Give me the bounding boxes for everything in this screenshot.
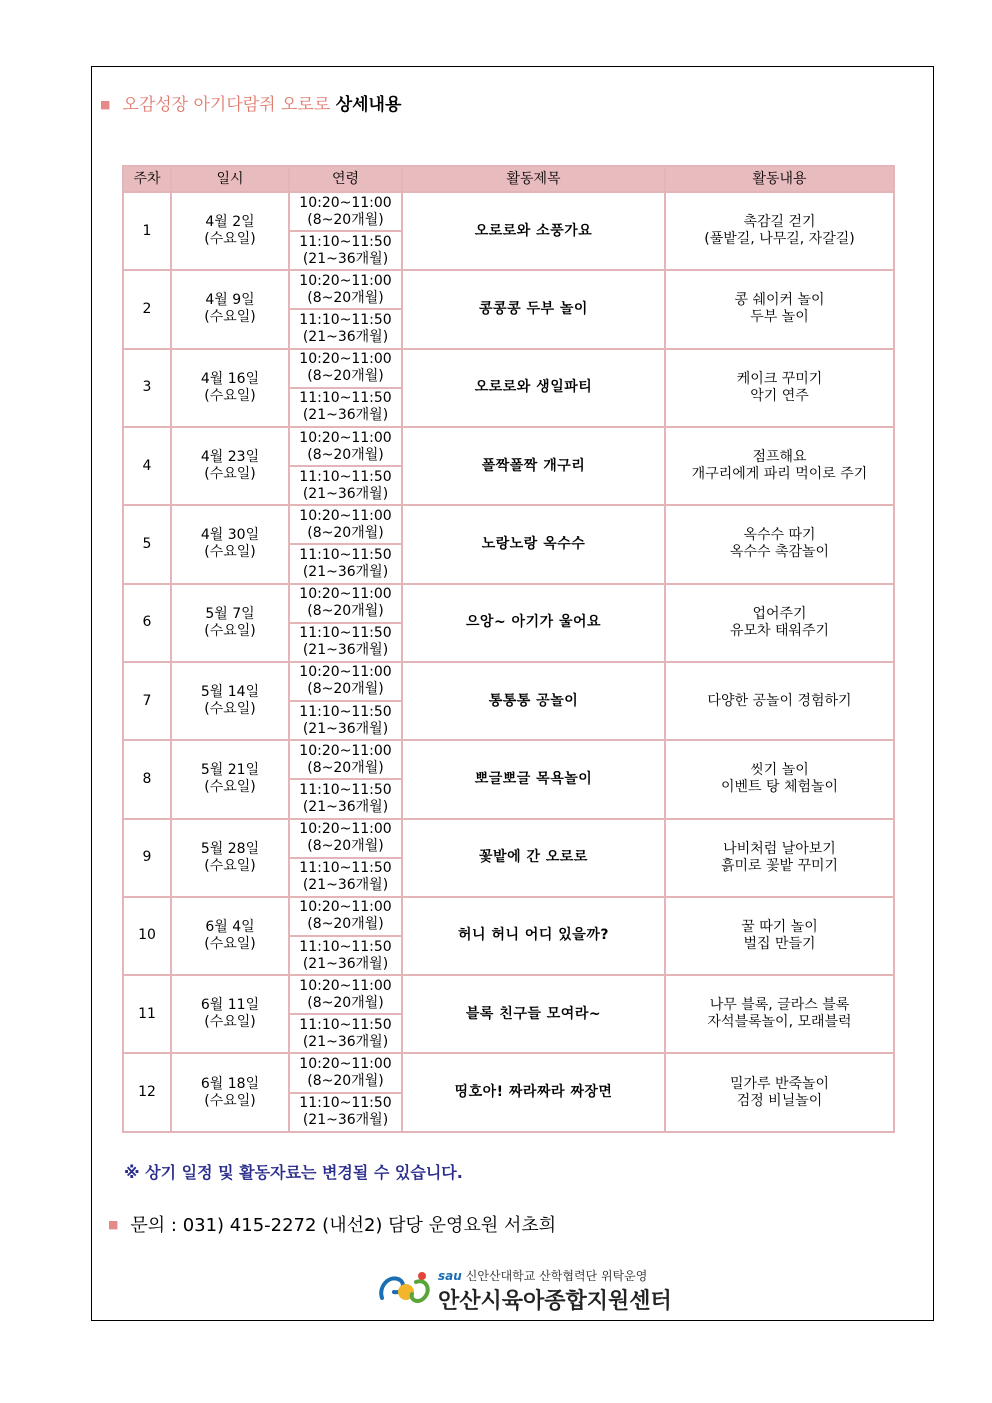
date-text: 4월 2일 bbox=[205, 214, 255, 231]
day-text: (수요일) bbox=[204, 309, 256, 326]
age-slot-cell bbox=[289, 819, 402, 858]
desc-line: 벌집 만들기 bbox=[743, 935, 816, 952]
week-cell: 7 bbox=[123, 662, 171, 740]
age-slot-cell bbox=[289, 544, 402, 583]
age-text: (8~20개월) bbox=[307, 524, 384, 541]
day-text: (수요일) bbox=[204, 779, 256, 796]
activity-desc-cell bbox=[665, 740, 894, 818]
age-slot-cell bbox=[289, 897, 402, 936]
age-text: (8~20개월) bbox=[307, 994, 384, 1011]
age-text: (21~36개월) bbox=[302, 407, 389, 424]
date-text: 5월 7일 bbox=[205, 605, 255, 622]
age-text: (8~20개월) bbox=[307, 838, 384, 855]
table-row bbox=[123, 270, 894, 309]
time-text: 10:20~11:00 bbox=[299, 821, 392, 838]
age-text: (21~36개월) bbox=[302, 720, 389, 737]
age-text: (21~36개월) bbox=[302, 955, 389, 972]
week-cell: 1 bbox=[123, 192, 171, 270]
date-text: 4월 16일 bbox=[200, 370, 260, 387]
time-text: 11:10~11:50 bbox=[299, 703, 392, 720]
age-text: (8~20개월) bbox=[307, 289, 384, 306]
age-slot-cell bbox=[289, 505, 402, 544]
date-cell bbox=[171, 505, 289, 583]
time-text: 10:20~11:00 bbox=[299, 664, 392, 681]
age-text: (21~36개월) bbox=[302, 642, 389, 659]
age-text: (21~36개월) bbox=[302, 1033, 389, 1050]
date-cell bbox=[171, 819, 289, 897]
time-text: 10:20~11:00 bbox=[299, 194, 392, 211]
header-week: 주차 bbox=[123, 166, 171, 192]
time-text: 11:10~11:50 bbox=[299, 860, 392, 877]
age-text: (8~20개월) bbox=[307, 1073, 384, 1090]
activity-title-cell: 으앙~ 아기가 울어요 bbox=[402, 584, 665, 662]
time-text: 11:10~11:50 bbox=[299, 1016, 392, 1033]
logo-center-name: 안산시육아종합지원센터 bbox=[438, 1289, 672, 1314]
activity-desc-cell bbox=[665, 897, 894, 975]
week-cell: 5 bbox=[123, 505, 171, 583]
age-slot-cell bbox=[289, 662, 402, 701]
week-cell: 12 bbox=[123, 1053, 171, 1132]
activity-title-cell: 띵호아! 짜라짜라 짜장면 bbox=[402, 1053, 665, 1132]
date-cell bbox=[171, 270, 289, 348]
table-row bbox=[123, 349, 894, 388]
activity-desc-cell bbox=[665, 662, 894, 740]
square-bullet-icon: ■ bbox=[108, 1218, 119, 1231]
desc-line: 촉감길 걷기 bbox=[743, 214, 816, 231]
header-title: 활동제목 bbox=[402, 166, 665, 192]
date-cell bbox=[171, 662, 289, 740]
age-slot-cell bbox=[289, 936, 402, 975]
time-text: 10:20~11:00 bbox=[299, 429, 392, 446]
date-text: 4월 23일 bbox=[200, 449, 260, 466]
activity-title-cell: 오로로와 생일파티 bbox=[402, 349, 665, 427]
age-slot-cell bbox=[289, 388, 402, 427]
activity-title-cell: 폴짝폴짝 개구리 bbox=[402, 427, 665, 505]
date-text: 4월 30일 bbox=[200, 527, 260, 544]
desc-line: 케이크 꾸미기 bbox=[736, 370, 823, 387]
logo-subtitle-text: 신안산대학교 산학협력단 위탁운영 bbox=[465, 1269, 648, 1283]
activity-desc-cell bbox=[665, 975, 894, 1053]
desc-line: 옥수수 촉감놀이 bbox=[729, 544, 830, 561]
heading-detail: 상세내용 bbox=[335, 95, 402, 115]
time-text: 11:10~11:50 bbox=[299, 1095, 392, 1112]
date-cell bbox=[171, 740, 289, 818]
desc-line: 업어주기 bbox=[752, 605, 807, 622]
age-slot-cell bbox=[289, 701, 402, 740]
time-text: 11:10~11:50 bbox=[299, 468, 392, 485]
desc-line: 옥수수 따기 bbox=[743, 527, 816, 544]
table-row bbox=[123, 192, 894, 231]
day-text: (수요일) bbox=[204, 1092, 256, 1109]
logo-swirl-icon bbox=[376, 1268, 434, 1310]
activity-title-cell: 콩콩콩 두부 놀이 bbox=[402, 270, 665, 348]
age-text: (8~20개월) bbox=[307, 446, 384, 463]
table-row bbox=[123, 1053, 894, 1092]
table-row bbox=[123, 819, 894, 858]
age-slot-cell bbox=[289, 231, 402, 270]
table-row bbox=[123, 584, 894, 623]
time-text: 10:20~11:00 bbox=[299, 272, 392, 289]
date-text: 5월 28일 bbox=[200, 840, 260, 857]
table-row bbox=[123, 662, 894, 701]
age-slot-cell bbox=[289, 1093, 402, 1132]
age-slot-cell bbox=[289, 427, 402, 466]
desc-line: 이벤트 탕 체험놀이 bbox=[720, 779, 839, 796]
time-text: 10:20~11:00 bbox=[299, 351, 392, 368]
time-text: 11:10~11:50 bbox=[299, 233, 392, 250]
activity-title-cell: 오로로와 소풍가요 bbox=[402, 192, 665, 270]
square-bullet-icon: ■ bbox=[100, 98, 111, 111]
date-text: 4월 9일 bbox=[205, 292, 255, 309]
desc-line: (풀밭길, 나무길, 자갈길) bbox=[704, 231, 855, 248]
desc-line: 자석블록놀이, 모래블럭 bbox=[707, 1014, 852, 1031]
age-text: (8~20개월) bbox=[307, 916, 384, 933]
logo-subtitle bbox=[438, 1267, 647, 1284]
week-cell: 6 bbox=[123, 584, 171, 662]
age-text: (21~36개월) bbox=[302, 563, 389, 580]
age-slot-cell bbox=[289, 584, 402, 623]
week-cell: 9 bbox=[123, 819, 171, 897]
activity-desc-cell bbox=[665, 819, 894, 897]
table-row bbox=[123, 975, 894, 1014]
age-text: (8~20개월) bbox=[307, 211, 384, 228]
time-text: 11:10~11:50 bbox=[299, 781, 392, 798]
date-cell bbox=[171, 427, 289, 505]
time-text: 10:20~11:00 bbox=[299, 1056, 392, 1073]
day-text: (수요일) bbox=[204, 1014, 256, 1031]
age-text: (8~20개월) bbox=[307, 603, 384, 620]
day-text: (수요일) bbox=[204, 231, 256, 248]
desc-line: 씻기 놀이 bbox=[750, 762, 809, 779]
age-slot-cell bbox=[289, 466, 402, 505]
desc-line: 꿀 따기 놀이 bbox=[741, 918, 818, 935]
logo-brand: sau bbox=[438, 1269, 462, 1283]
week-cell: 4 bbox=[123, 427, 171, 505]
activity-title-cell: 블록 친구들 모여라~ bbox=[402, 975, 665, 1053]
time-text: 11:10~11:50 bbox=[299, 938, 392, 955]
center-logo bbox=[376, 1264, 672, 1314]
date-text: 5월 14일 bbox=[200, 684, 260, 701]
day-text: (수요일) bbox=[204, 701, 256, 718]
day-text: (수요일) bbox=[204, 622, 256, 639]
activity-title-cell: 허니 허니 어디 있을까? bbox=[402, 897, 665, 975]
table-header-row bbox=[123, 166, 894, 192]
age-text: (8~20개월) bbox=[307, 759, 384, 776]
day-text: (수요일) bbox=[204, 466, 256, 483]
contact-text: 문의 : 031) 415-2272 (내선2) 담당 운영요원 서초희 bbox=[130, 1215, 557, 1236]
contact-info bbox=[108, 1211, 556, 1237]
desc-line: 점프해요 bbox=[752, 449, 807, 466]
date-cell bbox=[171, 192, 289, 270]
table-row bbox=[123, 897, 894, 936]
date-cell bbox=[171, 349, 289, 427]
time-text: 10:20~11:00 bbox=[299, 977, 392, 994]
date-cell bbox=[171, 584, 289, 662]
age-slot-cell bbox=[289, 309, 402, 348]
age-slot-cell bbox=[289, 1014, 402, 1053]
activity-desc-cell bbox=[665, 192, 894, 270]
age-slot-cell bbox=[289, 1053, 402, 1092]
heading-program-name: 오감성장 아기다람쥐 오로로 bbox=[122, 95, 331, 115]
desc-line: 검정 비닐놀이 bbox=[736, 1092, 823, 1109]
age-text: (21~36개월) bbox=[302, 877, 389, 894]
desc-line: 개구리에게 파리 먹이로 주기 bbox=[691, 466, 868, 483]
desc-line: 악기 연주 bbox=[750, 387, 809, 404]
time-text: 11:10~11:50 bbox=[299, 390, 392, 407]
age-slot-cell bbox=[289, 623, 402, 662]
date-text: 5월 21일 bbox=[200, 762, 260, 779]
age-text: (8~20개월) bbox=[307, 368, 384, 385]
date-text: 6월 4일 bbox=[205, 918, 255, 935]
activity-desc-cell bbox=[665, 1053, 894, 1132]
date-text: 6월 18일 bbox=[200, 1075, 260, 1092]
header-age: 연령 bbox=[289, 166, 402, 192]
date-cell bbox=[171, 897, 289, 975]
day-text: (수요일) bbox=[204, 935, 256, 952]
activity-title-cell: 통통통 공놀이 bbox=[402, 662, 665, 740]
table-row bbox=[123, 505, 894, 544]
activity-title-cell: 노랑노랑 옥수수 bbox=[402, 505, 665, 583]
activity-desc-cell bbox=[665, 349, 894, 427]
header-content: 활동내용 bbox=[665, 166, 894, 192]
time-text: 10:20~11:00 bbox=[299, 586, 392, 603]
activity-desc-cell bbox=[665, 584, 894, 662]
age-text: (21~36개월) bbox=[302, 798, 389, 815]
desc-line: 다양한 공놀이 경험하기 bbox=[707, 692, 852, 709]
time-text: 11:10~11:50 bbox=[299, 546, 392, 563]
age-slot-cell bbox=[289, 349, 402, 388]
day-text: (수요일) bbox=[204, 387, 256, 404]
age-text: (21~36개월) bbox=[302, 1112, 389, 1129]
section-heading bbox=[100, 90, 401, 115]
desc-line: 나무 블록, 글라스 블록 bbox=[709, 997, 850, 1014]
header-date: 일시 bbox=[171, 166, 289, 192]
age-slot-cell bbox=[289, 858, 402, 897]
table-row bbox=[123, 427, 894, 466]
table-row bbox=[123, 740, 894, 779]
activity-title-cell: 꽃밭에 간 오로로 bbox=[402, 819, 665, 897]
activity-title-cell: 뽀글뽀글 목욕놀이 bbox=[402, 740, 665, 818]
time-text: 10:20~11:00 bbox=[299, 899, 392, 916]
week-cell: 10 bbox=[123, 897, 171, 975]
desc-line: 흙미로 꽃밭 꾸미기 bbox=[720, 857, 839, 874]
age-text: (21~36개월) bbox=[302, 329, 389, 346]
schedule-change-note: ※ 상기 일정 및 활동자료는 변경될 수 있습니다. bbox=[124, 1163, 463, 1182]
day-text: (수요일) bbox=[204, 544, 256, 561]
time-text: 11:10~11:50 bbox=[299, 625, 392, 642]
activity-desc-cell bbox=[665, 270, 894, 348]
activity-desc-cell bbox=[665, 427, 894, 505]
date-text: 6월 11일 bbox=[200, 997, 260, 1014]
age-text: (21~36개월) bbox=[302, 250, 389, 267]
week-cell: 3 bbox=[123, 349, 171, 427]
age-slot-cell bbox=[289, 779, 402, 818]
time-text: 10:20~11:00 bbox=[299, 507, 392, 524]
age-text: (8~20개월) bbox=[307, 681, 384, 698]
time-text: 10:20~11:00 bbox=[299, 742, 392, 759]
age-slot-cell bbox=[289, 270, 402, 309]
day-text: (수요일) bbox=[204, 857, 256, 874]
age-text: (21~36개월) bbox=[302, 485, 389, 502]
schedule-table bbox=[122, 165, 895, 1133]
desc-line: 나비처럼 날아보기 bbox=[723, 840, 836, 857]
age-slot-cell bbox=[289, 975, 402, 1014]
date-cell bbox=[171, 975, 289, 1053]
desc-line: 유모차 태워주기 bbox=[729, 622, 830, 639]
age-slot-cell bbox=[289, 740, 402, 779]
time-text: 11:10~11:50 bbox=[299, 312, 392, 329]
week-cell: 8 bbox=[123, 740, 171, 818]
week-cell: 2 bbox=[123, 270, 171, 348]
week-cell: 11 bbox=[123, 975, 171, 1053]
date-cell bbox=[171, 1053, 289, 1132]
age-slot-cell bbox=[289, 192, 402, 231]
desc-line: 밀가루 반죽놀이 bbox=[729, 1075, 830, 1092]
activity-desc-cell bbox=[665, 505, 894, 583]
desc-line: 콩 쉐이커 놀이 bbox=[734, 292, 825, 309]
desc-line: 두부 놀이 bbox=[750, 309, 809, 326]
